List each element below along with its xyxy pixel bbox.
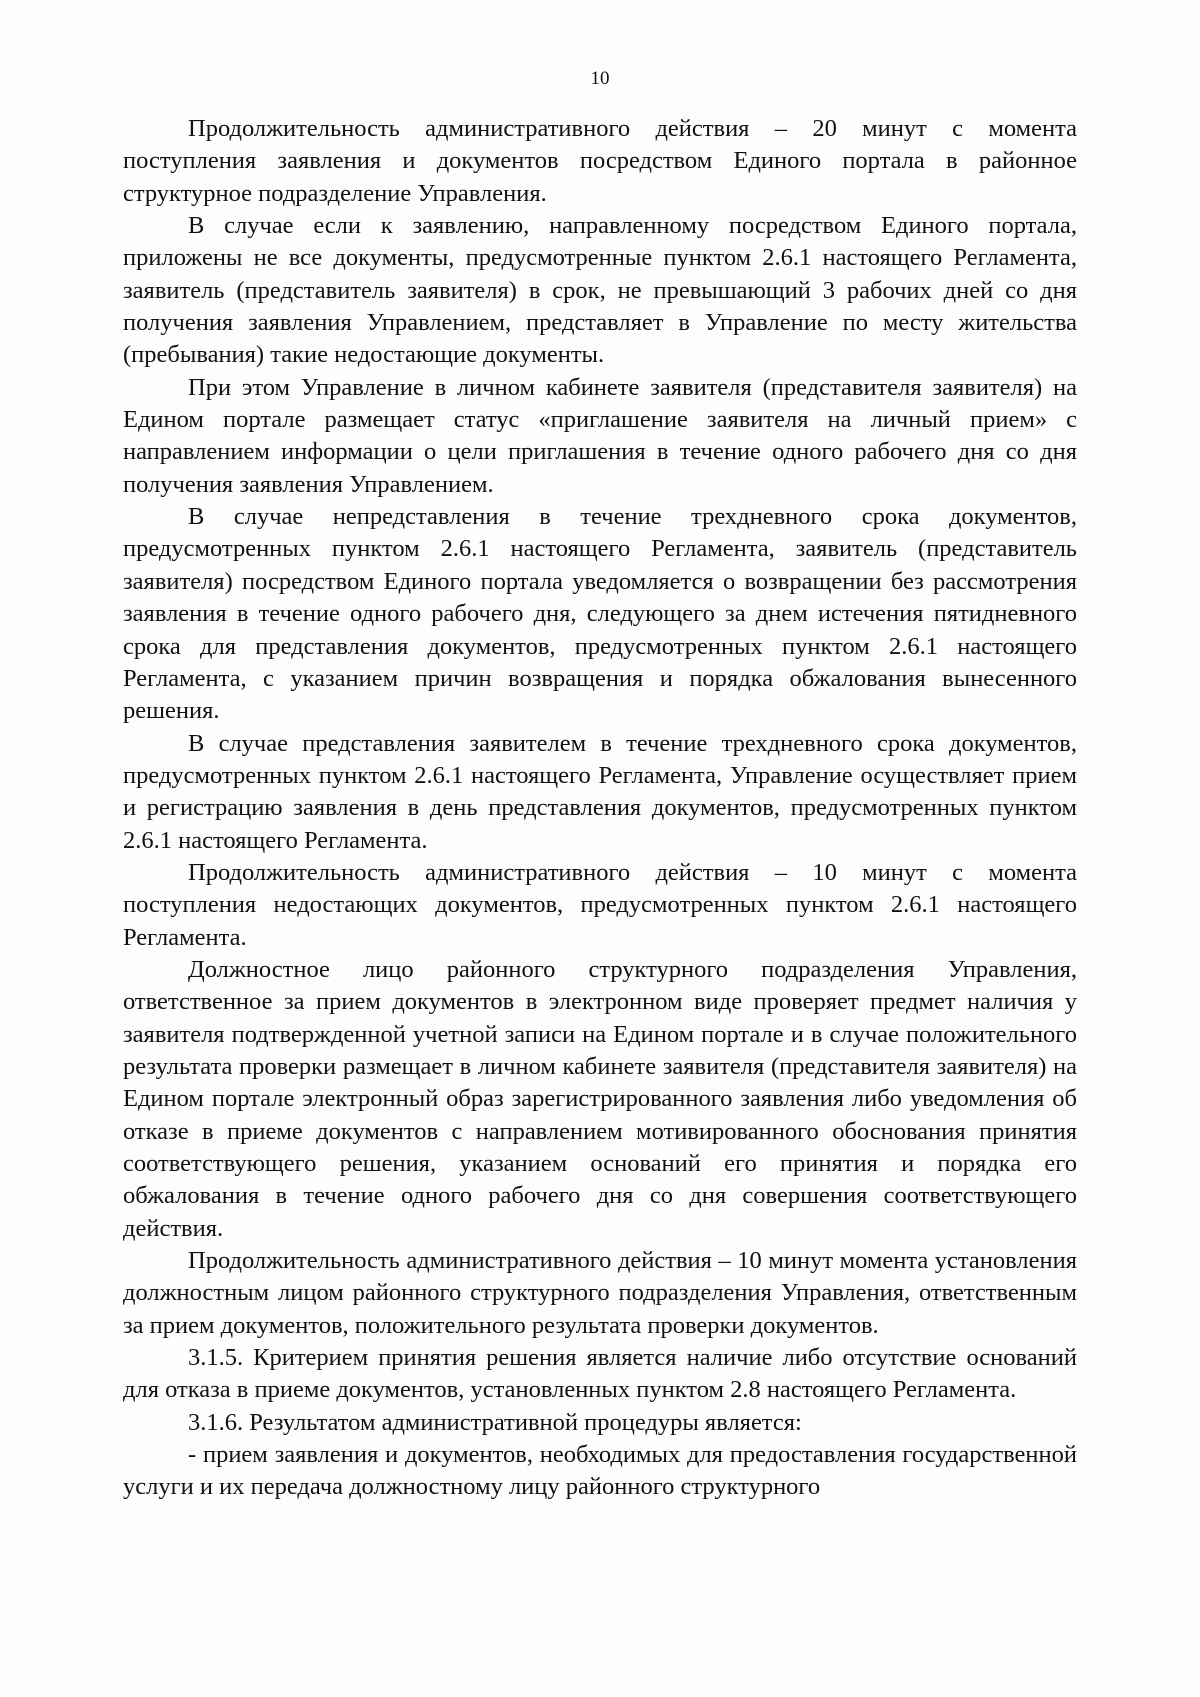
paragraph-duration-10-min: Продолжительность административного действия – 10 минут с момента поступления недостающих документов, предусмотренных пунктом 2.6.1 настоящего Регламента. [123,858,1077,951]
paragraph-invitation-status: При этом Управление в личном кабинете заявителя (представителя заявителя) на Едином портале размещает статус «приглашение заявителя на личный прием» с направлением информации о цели приглашения в течение одного рабочего дня со дня получения заявления Управлением. [123,373,1077,498]
paragraph-non-submission: В случае непредставления в течение трехдневного срока документов, предусмотренных пунктом 2.6.1 настоящего Регламента, заявитель (представитель заявителя) посредством Единого портала уведомляется о возвращении без рассмотрения заявления в течение одного рабочего дня, следующего за днем истечения пятидневного срока для представления документов, предусмотренных пунктом 2.6.1 настоящего Регламента, с указанием причин возвращения и порядка обжалования вынесенного решения. [123,503,1077,725]
paragraph-duration-10-min-check: Продолжительность административного действия – 10 минут момента установления должностным лицом районного структурного подразделения Управления, ответственным за прием документов, положительного результата проверки документов. [123,1247,1077,1339]
document-body [123,113,1077,1504]
paragraph-duration-20-min: Продолжительность административного действия – 20 минут с момента поступления заявления и документов посредством Единого портала в районное структурное подразделение Управления. [123,115,1077,207]
paragraph-3-1-5-criterion: 3.1.5. Критерием принятия решения является наличие либо отсутствие оснований для отказа в приеме документов, установленных пунктом 2.8 настоящего Регламента. [123,1344,1077,1404]
paragraph-missing-documents: В случае если к заявлению, направленному посредством Единого портала, приложены не все документы, предусмотренные пунктом 2.6.1 настоящего Регламента, заявитель (представитель заявителя) в срок, не превышающий 3 рабочих дней со дня получения заявления Управлением, представляет в Управление по месту жительства (пребывания) такие недостающие документы. [123,212,1077,369]
paragraph-submission: В случае представления заявителем в течение трехдневного срока документов, предусмотренных пунктом 2.6.1 настоящего Регламента, Управление осуществляет прием и регистрацию заявления в день представления документов, предусмотренных пунктом 2.6.1 настоящего Регламента. [123,729,1077,854]
paragraph-3-1-6-result: 3.1.6. Результатом административной процедуры является: [188,1408,802,1436]
paragraph-official-check: Должностное лицо районного структурного подразделения Управления, ответственное за прием документов в электронном виде проверяет предмет наличия у заявителя подтвержденной учетной записи на Едином портале и в случае положительного результата проверки размещает в личном кабинете заявителя (представителя заявителя) на Едином портале электронный образ зарегистрированного заявления либо уведомления об отказе в приеме документов с направлением мотивированного обоснования принятия соответствующего решения, указанием оснований его принятия и порядка его обжалования в течение одного рабочего дня со дня совершения соответствующего действия. [123,955,1077,1242]
page-number: 10 [590,68,610,89]
paragraph-result-item: - прием заявления и документов, необходимых для предоставления государственной услуги и их передача должностному лицу районного структурного [123,1441,1077,1501]
